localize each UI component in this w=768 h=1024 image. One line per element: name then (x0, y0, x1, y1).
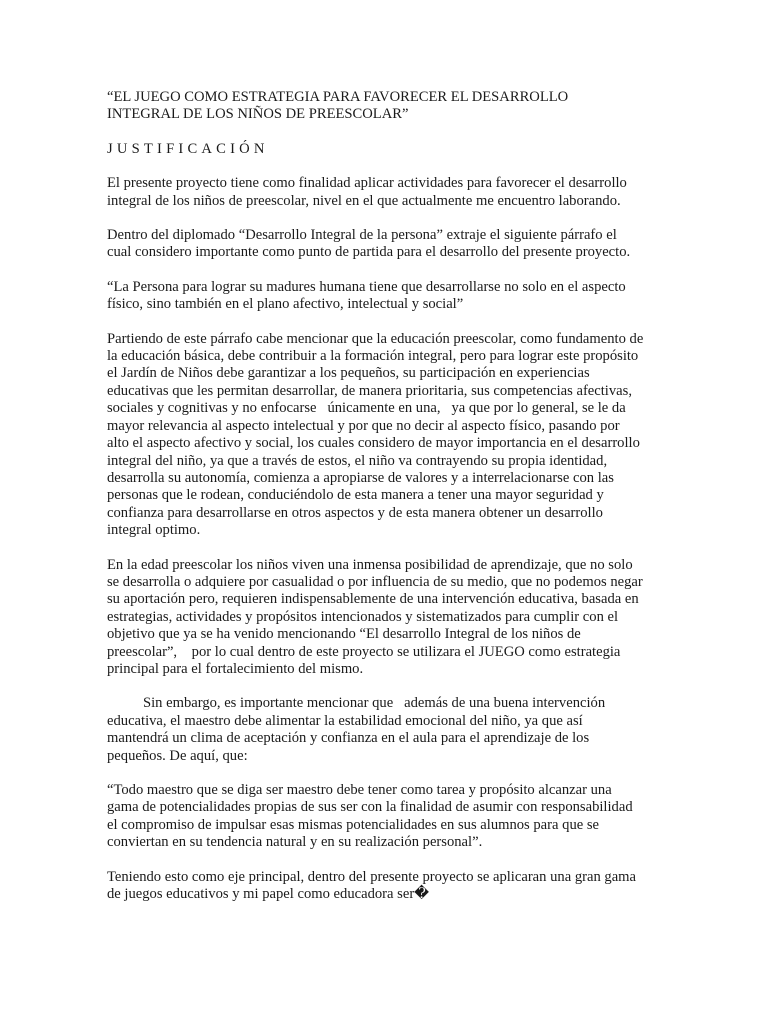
text-line: “La Persona para lograr su madures humana tiene que desarrollarse no solo en el aspecto (107, 278, 626, 295)
paragraph (107, 279, 667, 314)
text-line: Dentro del diplomado “Desarrollo Integral de la persona” extraje el siguiente párrafo el (107, 227, 617, 244)
text-line: Partiendo de este párrafo cabe mencionar que la educación preescolar, como fundamento de (107, 330, 644, 347)
section-heading: JUSTIFICACIÓN (107, 140, 269, 157)
paragraph-list (107, 175, 667, 903)
text-line: confianza para desarrollarse en otros aspectos y de esta manera obtener un desarrollo (107, 504, 603, 521)
text-line: educativas que les permitan desarrollar, de manera prioritaria, sus competencias afectivas, (107, 382, 632, 399)
document-title (107, 89, 667, 124)
text-line: el Jardín de Niños debe garantizar a los pequeños, su participación en experiencias (107, 365, 590, 382)
text-line: Teniendo esto como eje principal, dentro del presente proyecto se aplicaran una gran gama (107, 868, 637, 885)
text-line: gama de potencialidades propias de sus ser con la finalidad de asumir con responsabilidad (107, 799, 633, 816)
paragraph (107, 782, 667, 852)
text-line: cual considero importante como punto de partida para el desarrollo del presente proyecto. (107, 244, 631, 261)
text-line: se desarrolla o adquiere por casualidad o por influencia de su medio, que no podemos negar (107, 573, 643, 590)
paragraph (107, 227, 667, 262)
text-line: mayor relevancia al aspecto intelectual y por que no decir al aspecto físico, pasando por (107, 417, 620, 434)
text-line: pequeños. De aquí, que: (107, 747, 248, 764)
text-line: integral del niño, ya que a través de estos, el niño va contrayendo su propia identidad, (107, 452, 608, 469)
text-line: integral optimo. (107, 522, 201, 539)
text-line: de juegos educativos y mi papel como educadora ser� (107, 886, 430, 903)
text-line: “Todo maestro que se diga ser maestro debe tener como tarea y propósito alcanzar una (107, 782, 612, 798)
text-line: objetivo que ya se ha venido mencionando “El desarrollo Integral de los niños de (107, 626, 581, 643)
text-line: preescolar”, por lo cual dentro de este proyecto se utilizara el JUEGO como estrategia (107, 643, 621, 660)
text-line: físico, sino también en el plano afectivo, intelectual y social” (107, 296, 464, 313)
text-line: la educación básica, debe contribuir a la formación integral, pero para lograr este propósito (107, 348, 639, 365)
text-line: alto el aspecto afectivo y social, los cuales considero de mayor importancia en el desarrollo (107, 435, 640, 452)
text-line: su aportación pero, requieren indispensablemente de una intervención educativa, basada en (107, 591, 639, 608)
paragraph (107, 175, 667, 210)
text-line: Sin embargo, es importante mencionar que además de una buena intervención (143, 695, 606, 712)
text-line: conviertan en su tendencia natural y en su realización personal”. (107, 834, 483, 851)
text-line: desarrolla su autonomía, comienza a apropiarse de valores y a interrelacionarse con las (107, 469, 614, 486)
title-line: INTEGRAL DE LOS NIÑOS DE PREESCOLAR” (107, 106, 409, 123)
text-line: personas que le rodean, conduciéndolo de esta manera a tener una mayor seguridad y (107, 487, 604, 504)
text-line: mantendrá un clima de aceptación y confianza en el aula para el aprendizaje de los (107, 730, 590, 747)
paragraph (107, 331, 667, 540)
text-line: educativa, el maestro debe alimentar la estabilidad emocional del niño, ya que así (107, 712, 583, 729)
paragraph (107, 869, 667, 904)
text-line: principal para el fortalecimiento del mismo. (107, 660, 364, 677)
text-line: el compromiso de impulsar esas mismas potencialidades en sus alumnos para que se (107, 816, 600, 833)
paragraph (107, 695, 667, 765)
document-body (107, 89, 667, 920)
text-line: integral de los niños de preescolar, nivel en el que actualmente me encuentro laborando. (107, 192, 621, 209)
title-line: “EL JUEGO COMO ESTRATEGIA PARA FAVORECER EL DESARROLLO (107, 89, 569, 105)
text-line: El presente proyecto tiene como finalidad aplicar actividades para favorecer el desarrollo (107, 175, 627, 192)
text-line: sociales y cognitivas y no enfocarse únicamente en una, ya que por lo general, se le da (107, 400, 626, 417)
text-line: En la edad preescolar los niños viven una inmensa posibilidad de aprendizaje, que no solo (107, 556, 633, 573)
paragraph (107, 557, 667, 679)
text-line: estrategias, actividades y propósitos intencionados y sistematizados para cumplir con el (107, 608, 619, 625)
